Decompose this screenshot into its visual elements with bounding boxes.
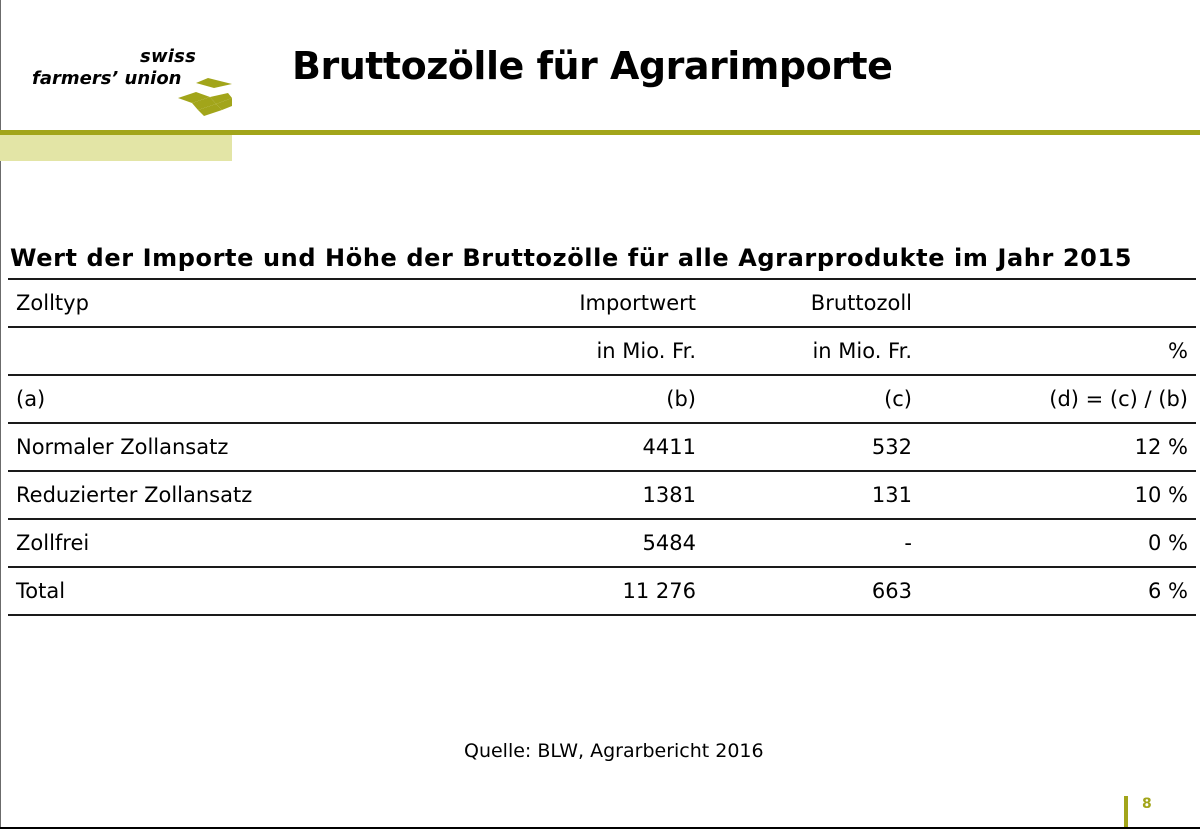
table-row-total	[8, 567, 1196, 615]
row-importwert: 11 276	[476, 567, 696, 615]
page-number-accent-bar	[1124, 796, 1128, 827]
header-cell-empty	[912, 279, 1196, 327]
row-percent: 10 %	[912, 471, 1196, 519]
swiss-farmers-union-logo	[20, 44, 240, 124]
row-importwert: 1381	[476, 471, 696, 519]
tariff-table-container	[8, 278, 1196, 616]
unit-cell-bruttozoll: in Mio. Fr.	[696, 327, 912, 375]
unit-cell-percent: %	[912, 327, 1196, 375]
header-cell-importwert: Importwert	[476, 279, 696, 327]
logo-text-line1: swiss	[140, 46, 196, 67]
table-title: Wert der Importe und Höhe der Bruttozölle für alle Agrarprodukte im Jahr 2015	[10, 244, 1133, 272]
row-bruttozoll: 663	[696, 567, 912, 615]
row-bruttozoll: -	[696, 519, 912, 567]
row-label: Normaler Zollansatz	[8, 423, 476, 471]
row-bruttozoll: 131	[696, 471, 912, 519]
row-label: Zollfrei	[8, 519, 476, 567]
table-header-row-units	[8, 327, 1196, 375]
table-row	[8, 423, 1196, 471]
tariff-table	[8, 278, 1196, 616]
header-cell-zolltyp: Zolltyp	[8, 279, 476, 327]
table-row	[8, 471, 1196, 519]
page-number: 8	[1142, 796, 1152, 812]
logo-diamond-mark-icon	[170, 78, 232, 118]
letter-cell-d: (d) = (c) / (b)	[912, 375, 1196, 423]
unit-cell-empty	[8, 327, 476, 375]
row-importwert: 4411	[476, 423, 696, 471]
row-percent: 0 %	[912, 519, 1196, 567]
row-percent: 6 %	[912, 567, 1196, 615]
letter-cell-a: (a)	[8, 375, 476, 423]
row-label: Total	[8, 567, 476, 615]
logo-text-line2: farmers’ union	[32, 68, 182, 89]
slide-title: Bruttozölle für Agrarimporte	[292, 44, 893, 88]
header-cell-bruttozoll: Bruttozoll	[696, 279, 912, 327]
table-row	[8, 519, 1196, 567]
frame-left-border	[0, 0, 1, 829]
row-bruttozoll: 532	[696, 423, 912, 471]
table-header-row-labels	[8, 279, 1196, 327]
row-percent: 12 %	[912, 423, 1196, 471]
letter-cell-b: (b)	[476, 375, 696, 423]
table-header-row-letters	[8, 375, 1196, 423]
header-accent-block	[0, 135, 232, 161]
unit-cell-importwert: in Mio. Fr.	[476, 327, 696, 375]
row-importwert: 5484	[476, 519, 696, 567]
letter-cell-c: (c)	[696, 375, 912, 423]
source-citation: Quelle: BLW, Agrarbericht 2016	[464, 740, 764, 762]
row-label: Reduzierter Zollansatz	[8, 471, 476, 519]
